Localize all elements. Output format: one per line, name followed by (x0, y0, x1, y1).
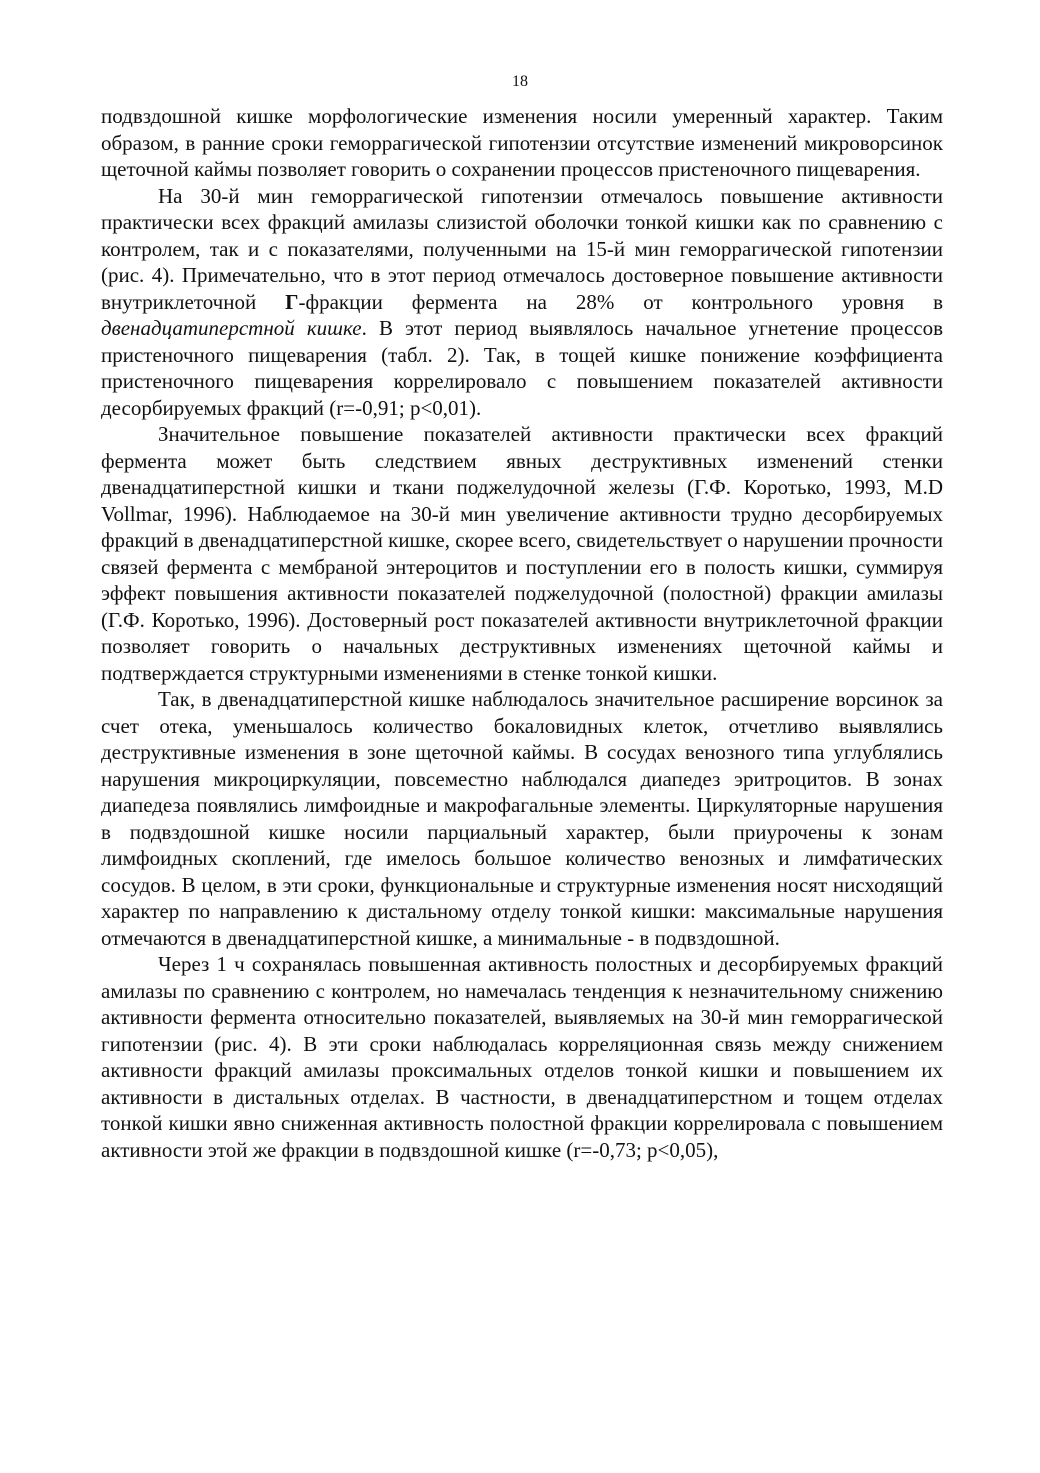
text-run: . В этот период выявлялось начальное угнетение процессов пристеночного пищеварения (табл. 2). Так, в тощей кишке понижение коэффициента пристеночного пищеварения коррелировало с повышением показателей активности десорбируемых фракций (r=-0,91; p<0,01). (101, 316, 943, 420)
body-text (101, 103, 943, 1163)
paragraph: Через 1 ч сохранялась повышенная активность полостных и десорбируемых фракций амилазы по сравнению с контролем, но намечалась тенденция к незначительному снижению активности фермента относительно показателей, выявляемых на 30-й мин геморрагической гипотензии (рис. 4). В эти сроки наблюдалась корреляционная связь между снижением активности фракций амилазы проксимальных отделов тонкой кишки и повышением их активности в дистальных отделах. В частности, в двенадцатиперстном и тощем отделах тонкой кишки явно сниженная активность полостной фракции коррелировала с повышением активности этой же фракции в подвздошной кишке (r=-0,73; p<0,05), (101, 952, 943, 1162)
paragraph: Так, в двенадцатиперстной кишке наблюдалось значительное расширение ворсинок за счет отека, уменьшалось количество бокаловидных клеток, отчетливо выявлялись деструктивные изменения в зоне щеточной каймы. В сосудах венозного типа углублялись нарушения микроциркуляции, повсеместно наблюдался диапедез эритроцитов. В зонах диапедеза появлялись лимфоидные и макрофагальные элементы. Циркуляторные нарушения в подвздошной кишке носили парциальный характер, были приурочены к зонам лимфоидных скоплений, где имелось большое количество венозных и лимфатических сосудов. В целом, в эти сроки, функциональные и структурные изменения носят нисходящий характер по направлению к дистальному отделу тонкой кишки: максимальные нарушения отмечаются в двенадцатиперстной кишке, а минимальные - в подвздошной. (101, 687, 943, 950)
italic-text: двенадцатиперстной кишке (101, 316, 362, 340)
paragraph: подвздошной кишке морфологические изменения носили умеренный характер. Таким образом, в ранние сроки геморрагической гипотензии отсутствие изменений микроворсинок щеточной каймы позволяет говорить о сохранении процессов пристеночного пищеварения. (101, 104, 943, 181)
text-run: -фракции фермента на 28% от контрольного уровня в (298, 289, 943, 314)
paragraph: Значительное повышение показателей активности практически всех фракций фермента может быть следствием явных деструктивных изменений стенки двенадцатиперстной кишки и ткани поджелудочной железы (Г.Ф. Коротько, 1993, M.D Vollmar, 1996). Наблюдаемое на 30-й мин увеличение активности трудно десорбируемых фракций в двенадцатиперстной кишке, скорее всего, свидетельствует о нарушении прочности связей фермента с мембраной энтероцитов и поступлении его в полость кишки, суммируя эффект повышения активности показателей поджелудочной (полостной) фракции амилазы (Г.Ф. Коротько, 1996). Достоверный рост показателей активности внутриклеточной фракции позволяет говорить о начальных деструктивных изменениях щеточной каймы и подтверждается структурными изменениями в стенке тонкой кишки. (101, 422, 943, 685)
bold-text: Г (285, 289, 299, 314)
page-number: 18 (512, 73, 528, 90)
paragraph (101, 183, 943, 422)
text-run: На 30-й мин геморрагической гипотензии отмечалось повышение активности практически всех фракций амилазы слизистой оболочки тонкой кишки как по сравнению с контролем, так и с показателями, полученными на 15-й мин геморрагической гипотензии (рис. 4). Примечательно, что в этот период отмечалось достоверное повышение активности внутриклеточной (101, 183, 943, 314)
